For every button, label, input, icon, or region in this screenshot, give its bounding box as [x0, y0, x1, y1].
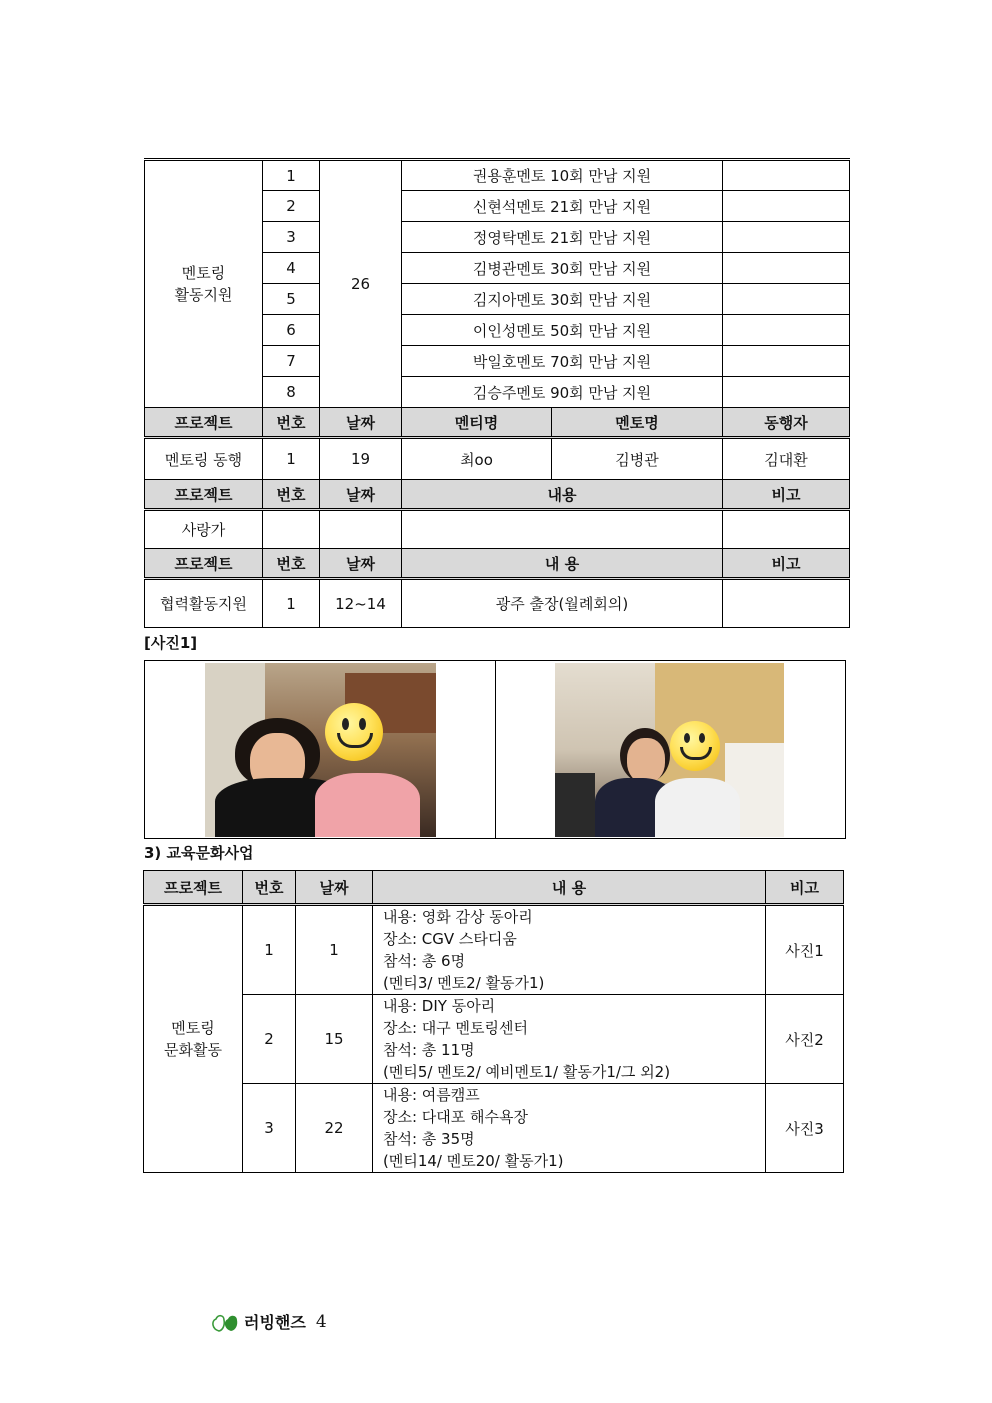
content-line: 장소: CGV 스타디움 — [383, 930, 517, 948]
note-cell — [723, 191, 850, 222]
photo-label: [사진1] — [144, 634, 198, 652]
header-mentee: 멘티명 — [402, 408, 552, 438]
content-cell — [373, 1084, 766, 1173]
note-cell — [723, 579, 850, 628]
note-cell: 사진2 — [766, 995, 844, 1084]
content-cell: 박일호멘토 70회 만남 지원 — [402, 346, 723, 377]
header-mentor: 멘토명 — [552, 408, 723, 438]
content-line: (멘티14/ 멘토20/ 활동가1) — [383, 1152, 564, 1170]
header-content: 내용 — [402, 480, 723, 510]
header-content: 내 용 — [373, 871, 766, 905]
row-number: 3 — [263, 222, 320, 253]
content-line: 참석: 총 6명 — [383, 952, 466, 970]
photo-1 — [205, 663, 436, 837]
content-cell — [402, 510, 723, 549]
date-cell: 22 — [296, 1084, 373, 1173]
header-content: 내 용 — [402, 549, 723, 579]
header-date: 날짜 — [320, 549, 402, 579]
header-note: 비고 — [766, 871, 844, 905]
note-cell — [723, 253, 850, 284]
note-cell — [723, 510, 850, 549]
header-number: 번호 — [263, 480, 320, 510]
header-note: 비고 — [723, 549, 850, 579]
row-number: 1 — [263, 438, 320, 480]
header-number: 번호 — [243, 871, 296, 905]
footer — [210, 1310, 327, 1333]
content-cell: 신현석멘토 21회 만남 지원 — [402, 191, 723, 222]
date-cell: 15 — [296, 995, 373, 1084]
loving-hands-logo-icon — [210, 1311, 240, 1333]
content-line: 장소: 다대포 해수욕장 — [383, 1108, 529, 1126]
content-line: (멘티5/ 멘토2/ 예비멘토1/ 활동가1/그 외2) — [383, 1063, 671, 1081]
smiley-face-icon — [670, 721, 720, 771]
mentor-cell: 김병관 — [552, 438, 723, 480]
header-date: 날짜 — [320, 408, 402, 438]
row-number: 8 — [263, 377, 320, 408]
date-cell — [320, 510, 402, 549]
content-line: 내용: DIY 동아리 — [383, 997, 496, 1015]
date-cell: 19 — [320, 438, 402, 480]
header-date: 날짜 — [320, 480, 402, 510]
row-number: 4 — [263, 253, 320, 284]
row-number: 1 — [263, 160, 320, 191]
section-title: 3) 교육문화사업 — [144, 844, 254, 862]
mentee-cell: 최oo — [402, 438, 552, 480]
project-cell: 멘토링 활동지원 — [145, 160, 263, 408]
note-cell — [723, 315, 850, 346]
header-companion: 동행자 — [723, 408, 850, 438]
row-number: 1 — [243, 905, 296, 995]
date-cell: 12~14 — [320, 579, 402, 628]
note-cell — [723, 377, 850, 408]
project-cell: 멘토링 동행 — [145, 438, 263, 480]
row-number: 1 — [263, 579, 320, 628]
header-number: 번호 — [263, 549, 320, 579]
date-cell: 1 — [296, 905, 373, 995]
photo-2 — [555, 663, 784, 837]
header-note: 비고 — [723, 480, 850, 510]
row-number: 2 — [263, 191, 320, 222]
content-line: 내용: 여름캠프 — [383, 1086, 480, 1104]
row-number: 5 — [263, 284, 320, 315]
note-cell — [723, 222, 850, 253]
content-line: 장소: 대구 멘토링센터 — [383, 1019, 529, 1037]
note-cell — [723, 160, 850, 191]
content-cell: 김병관멘토 30회 만남 지원 — [402, 253, 723, 284]
header-project: 프로젝트 — [145, 408, 263, 438]
mentoring-report-table — [144, 158, 850, 628]
companion-cell: 김대환 — [723, 438, 850, 480]
project-cell: 사랑가 — [145, 510, 263, 549]
header-project: 프로젝트 — [144, 871, 243, 905]
row-number: 7 — [263, 346, 320, 377]
row-number: 3 — [243, 1084, 296, 1173]
row-number — [263, 510, 320, 549]
note-cell — [723, 284, 850, 315]
header-project: 프로젝트 — [145, 480, 263, 510]
note-cell: 사진3 — [766, 1084, 844, 1173]
smiley-face-icon — [325, 703, 383, 761]
content-cell: 정영탁멘토 21회 만남 지원 — [402, 222, 723, 253]
content-cell: 김승주멘토 90회 만남 지원 — [402, 377, 723, 408]
row-number: 2 — [243, 995, 296, 1084]
content-line: 내용: 영화 감상 동아리 — [383, 908, 533, 926]
content-cell: 김지아멘토 30회 만남 지원 — [402, 284, 723, 315]
content-cell — [373, 995, 766, 1084]
content-cell: 권용훈멘토 10회 만남 지원 — [402, 160, 723, 191]
culture-activity-table — [143, 870, 844, 1173]
logo-text: 러빙핸즈 — [244, 1313, 306, 1332]
content-line: (멘티3/ 멘토2/ 활동가1) — [383, 974, 545, 992]
content-line: 참석: 총 11명 — [383, 1041, 475, 1059]
content-cell: 광주 출장(월례회의) — [402, 579, 723, 628]
content-cell — [373, 905, 766, 995]
header-number: 번호 — [263, 408, 320, 438]
note-cell — [723, 346, 850, 377]
note-cell: 사진1 — [766, 905, 844, 995]
date-cell: 26 — [320, 160, 402, 408]
row-number: 6 — [263, 315, 320, 346]
header-date: 날짜 — [296, 871, 373, 905]
photo-frame — [144, 660, 846, 839]
content-line: 참석: 총 35명 — [383, 1130, 475, 1148]
project-cell: 멘토링 문화활동 — [144, 905, 243, 1173]
content-cell: 이인성멘토 50회 만남 지원 — [402, 315, 723, 346]
header-project: 프로젝트 — [145, 549, 263, 579]
project-cell: 협력활동지원 — [145, 579, 263, 628]
page-number: 4 — [315, 1311, 327, 1332]
